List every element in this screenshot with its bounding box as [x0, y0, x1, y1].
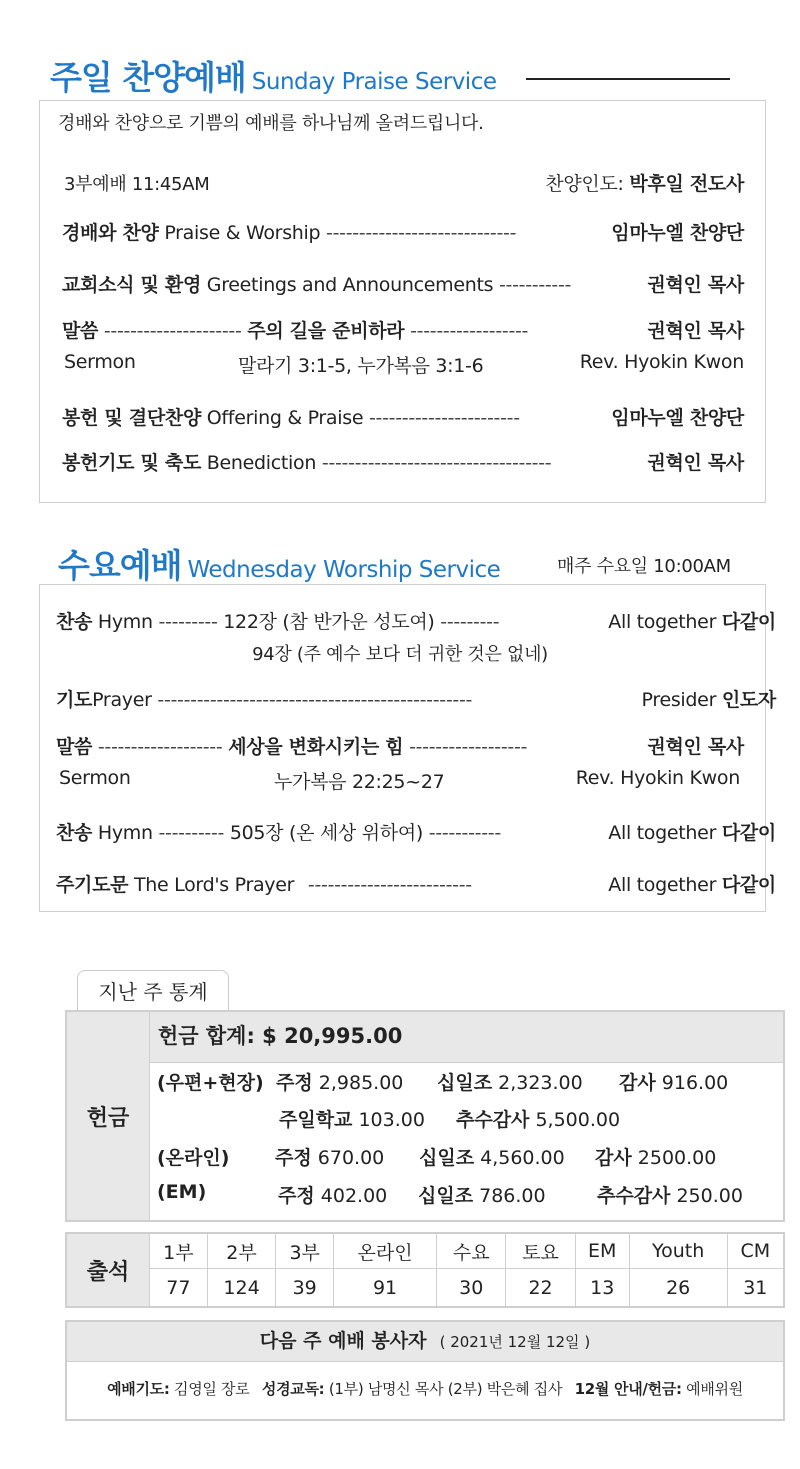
wed-sermon-verse: 누가복음 22:25~27	[274, 771, 445, 793]
order-item: 봉헌기도 및 축도 Benediction -----------------------------------	[62, 452, 552, 474]
sunday-sermon-preacher: 권혁인 목사	[647, 320, 744, 342]
attendance-value: 31	[727, 1269, 783, 1308]
order-item-leader: 임마누엘 찬양단	[611, 407, 744, 429]
attendance-table	[149, 1233, 784, 1308]
offering-stat: 감사 2500.00	[595, 1147, 717, 1169]
attendance-label: 출석	[67, 1234, 149, 1306]
order-item-leader: 권혁인 목사	[647, 452, 744, 474]
attendance-header: 수요	[437, 1234, 506, 1269]
attendance-header: Youth	[629, 1234, 727, 1269]
order-item: 경배와 찬양 Praise & Worship -----------------------------	[62, 222, 517, 244]
wed-sermon-en: Sermon	[59, 767, 131, 789]
sunday-sermon-en: Sermon	[64, 351, 136, 373]
sunday-intro: 경배와 찬양으로 기쁨의 예배를 하나님께 올려드립니다.	[58, 113, 484, 134]
wed-sermon-preacher: 권혁인 목사	[647, 736, 744, 758]
attendance-value: 26	[629, 1269, 727, 1308]
wed-hymn1-row: 찬송 Hymn --------- 122장 (참 반가운 성도여) ---------	[56, 611, 500, 633]
sunday-sermon-preacher-en: Rev. Hyokin Kwon	[579, 351, 744, 373]
offering-row: (EM)	[157, 1181, 207, 1203]
wed-sermon-row: 말씀 ------------------- 세상을 변화시키는 힘 ------------------	[56, 736, 528, 758]
wed-hymn1-leader: All together 다같이	[608, 611, 776, 633]
attendance-header: 1부	[150, 1234, 208, 1269]
offering-stat: 십일조 786.00	[418, 1185, 546, 1207]
offering-total: 헌금 합계: $ 20,995.00	[149, 1012, 783, 1062]
wed-lords-prayer-row: 주기도문 The Lord's Prayer -------------------------	[56, 874, 472, 896]
next-week-header: 다음 주 예배 봉사자 ( 2021년 12월 12일 )	[67, 1322, 783, 1362]
wednesday-section-title: 수요예배 Wednesday Worship Service	[58, 546, 501, 585]
wed-hymn1-sub: 94장 (주 예수 보다 더 귀한 것은 없네)	[252, 644, 548, 665]
sunday-leader: 찬양인도: 박후일 전도사	[545, 173, 744, 195]
order-item-leader: 임마누엘 찬양단	[611, 222, 744, 244]
wed-lords-prayer-leader: All together 다같이	[608, 874, 776, 896]
attendance-value: 22	[506, 1269, 575, 1308]
offering-stat: 주정 670.00	[275, 1147, 385, 1169]
offering-stat: 주일학교 103.00	[279, 1109, 425, 1131]
offering-stat: 추수감사 250.00	[597, 1185, 743, 1207]
attendance-value: 30	[437, 1269, 506, 1308]
wed-prayer-row: 기도Prayer ------------------------------------------------	[56, 689, 473, 711]
attendance-value: 39	[276, 1269, 334, 1308]
wednesday-schedule: 매주 수요일 10:00AM	[557, 556, 731, 577]
next-week-line: 예배기도: 김영일 장로 성경교독: (1부) 남명신 목사 (2부) 박은혜 집사 12월 안내/헌금: 예배위원	[107, 1380, 743, 1398]
sunday-time: 3부예배 11:45AM	[64, 174, 210, 195]
attendance-header: CM	[727, 1234, 783, 1269]
attendance-value: 124	[207, 1269, 275, 1308]
attendance-value: 13	[575, 1269, 629, 1308]
sunday-box	[39, 100, 766, 503]
offering-stat: 추수감사 5,500.00	[456, 1109, 621, 1131]
sunday-sermon-verse: 말라기 3:1-5, 누가복음 3:1-6	[238, 355, 484, 377]
offering-row: (온라인)	[157, 1147, 230, 1169]
attendance-header: EM	[575, 1234, 629, 1269]
attendance-header: 온라인	[334, 1234, 437, 1269]
order-item: 교회소식 및 환영 Greetings and Announcements -----------	[62, 274, 572, 296]
wed-sermon-preacher-en: Rev. Hyokin Kwon	[575, 767, 740, 789]
attendance-header: 3부	[276, 1234, 334, 1269]
offering-stat: 주정 2,985.00	[276, 1072, 404, 1094]
sunday-sermon-row: 말씀 --------------------- 주의 길을 준비하라 ------------------	[62, 320, 529, 342]
sunday-section-title: 주일 찬양예배 Sunday Praise Service	[50, 58, 497, 97]
wed-hymn2-leader: All together 다같이	[608, 822, 776, 844]
wed-hymn2-row: 찬송 Hymn ---------- 505장 (온 세상 위하여) -----------	[56, 822, 501, 844]
offering-stat: 주정 402.00	[278, 1185, 388, 1207]
offering-label: 헌금	[67, 1012, 149, 1220]
order-item: 봉헌 및 결단찬양 Offering & Praise -----------------------	[62, 407, 520, 429]
wed-prayer-leader: Presider 인도자	[641, 689, 776, 711]
divider	[149, 1062, 783, 1063]
attendance-header: 토요	[506, 1234, 575, 1269]
stats-tab[interactable]: 지난 주 통계	[77, 970, 229, 1012]
title-rule	[526, 78, 730, 80]
offering-stat: 십일조 2,323.00	[437, 1072, 583, 1094]
order-item-leader: 권혁인 목사	[647, 274, 744, 296]
offering-stat: 십일조 4,560.00	[419, 1147, 565, 1169]
attendance-value: 91	[334, 1269, 437, 1308]
attendance-value: 77	[150, 1269, 208, 1308]
divider	[149, 1062, 150, 1220]
offering-row: (우편+현장)	[157, 1072, 264, 1094]
attendance-header: 2부	[207, 1234, 275, 1269]
offering-stat: 감사 916.00	[619, 1072, 729, 1094]
